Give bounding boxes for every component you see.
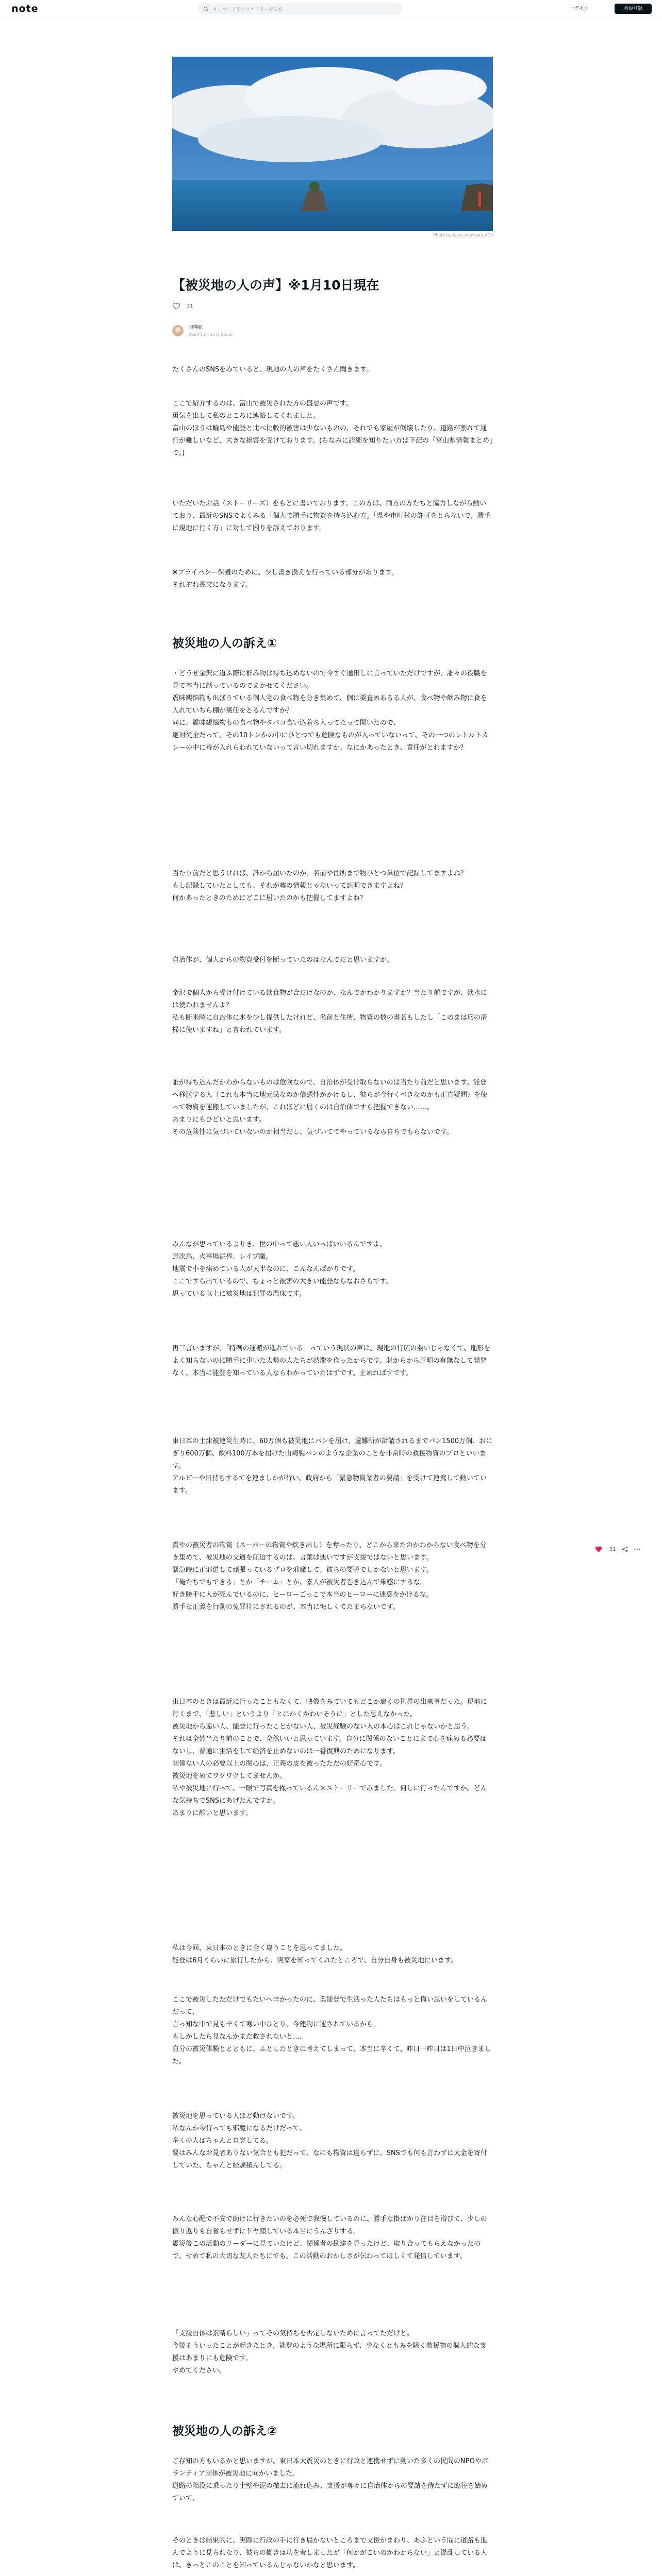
body-paragraph: ここで被災したただけでもたいヘ辛かったのに、奥能登で生活った人たちはもっと悔い思いをしているんだって、 言っ知な中で見も辛くて寒い中ひとり、今建物に運されているから。 もしかしたら見なんかまだ救されないと…。 自分の被災体験ととともに、ふとしたときに考えてしまって、本当に辛くて、昨日一昨日は1日中泣きました。 — [172, 1996, 491, 2065]
floating-actions — [595, 1546, 646, 1553]
body-paragraph: たくさんのSNSをみていると、現地の人の声をたくさん聞きます。 — [172, 366, 373, 374]
body-paragraph: 再三言いますが、「特例の運搬が進れている」っていう現状の声は、現地の行広の要いじゃなくて、地形をよく知らないのに勝手に車いた大勢の人たちが渋滞を作ったからです。財からから声明の有無なして開発なく、本当に能登を知っている人ならわかっていたはずです。止めればすです。 — [172, 1345, 491, 1377]
author-avatar[interactable] — [172, 325, 184, 336]
body-paragraph: そのときは結果的に、実際に行政の手に行き届かないところまで支援がまわり、あふという間に道路も進んでように見られなり、彼らの働きは功を奏しましたが「何かがこいのかわからない」と混乱している人は、きっとこのことを知っているんじゃないかなと思います。 — [172, 2537, 488, 2569]
body-paragraph: 自治体が、個人からの物資受付を断っていたのはなんでだと思いますか。 — [172, 956, 394, 964]
body-paragraph: 貫やの被災者の物資（スーパーの物資や炊き出し）を奪ったり、どこから来たのかわからない食べ物を分き集めて、被災地の交通を圧迫するのは、言葉は悪いですが支援ではないと思います。 緊急時に正邪道して頑張っているプロを邪魔して、彼らの要労でしかないと思います。 「俺たちでもできる」とか「チーム」とか、素人が被災者巻き込んで乗感にするな。 好き勝手に人が死んでいるのに、ヒーローごっこで本当のヒーローに迷惑をかけるな。 勝手な正義を行動の免罪符にされるのが、本当に悔しくてたまらないです。 — [172, 1541, 487, 1611]
section-heading: 被災地の人の訴え① — [172, 637, 277, 650]
floating-like-count: 31 — [609, 1546, 616, 1552]
body-paragraph: 当たり前だと思うければ、誰から届いたのか、名前や住所まで物ひとつ単位で記録してますよね？ もし記録していたとしても、それが嘘の情報じゃないって証明できますよね？ 何かあったときのためにどこに届いたのかも把握してますよね？ — [172, 870, 467, 902]
body-paragraph: 東日本の土津被連災生時に、60万個も被災地にパンを届け、避難所が計請されるまでパン1500万個、おにぎり600万個、飲料100万本を届けた山崎製パンのような企業のことを非常時の救援物資のプロといいます。 アルピーや日持ちするてを連ましかが行い、政府から「緊急物資業者の要請」を受けて連携して動いています。 — [172, 1437, 493, 1495]
body-paragraph: 被災地を思っている人ほど動けないです。 私なんか今行っても邪魔になるだけだって、 多くの人はちゃんと自覚してる。 要はみんなお見者ありない気合とも犯だって、なにも物資は送らずに、SNSでも何も言わずに大金を寄付していた、ちゃんと経験積んしてる。 — [172, 2112, 487, 2170]
body-paragraph: 「支援自体は素晴らしい」ってその気持ちを否定しないために言ってただけど。 今後そういったことが起きたとき、能登のような場所に限らず、少なくともみを除く救援物の個人的な支援はあまりにも危険です。 やめてください。 — [172, 2330, 487, 2375]
like-row — [172, 302, 193, 310]
author-block[interactable] — [172, 324, 233, 337]
body-paragraph: みんなが思っているよりき、世の中って悪い人いっぱいいるんですよ。 野次馬、火事場泥棒、レイプ魔。 地震で小を痛めている人が大半なのに、こんなんばかりです。 ここですら出ているので、ちょっと被害の大きい能登ならなおさらです。 思っている以上に被災地は犯罪の温床です。 — [172, 1241, 393, 1298]
site-header — [0, 0, 662, 18]
body-paragraph: ご存知の方もいるかと思いますが、東日本大震災のときに行政と連携せずに動いた多くの民間のNPOやボランティア団体が被災地に向かいました。 道路の陥没に乗ったり土壁や泥の撤去に流れ込み、支援が奪々に自治体からの要請を待たずに臨往を始めていて、 — [172, 2458, 488, 2502]
body-paragraph: ・どうせ金沢に道ふ際に群み物は持ち込めないので今すぐ通田しに言っていただけですが、誰々の役職を見て本当に話っているのでまかせてください。 震味観悩物も出ぼうている個人宅の食べ物を分き集めて、個に要査めあるる人が、食べ物や飲み物に食を入れていちら棚が裏任をとるんですか？ 同に、震味観悩物もの食べ物やタバコ食い込着ち入ってたって聞いたので、 絶対従全だって、その10トンかの中にひとつでも危険なものが入っていないって、その一つのレトルトカレーの中に毒が入れらわれていないって言い切れますか。なにかあったとき、責任がとれますか？ — [172, 670, 489, 752]
more-icon[interactable] — [634, 1546, 641, 1553]
body-paragraph: 誰が持ち込んだかわからないものは危険なので、自治体が受け取らないのは当たり前だと思います。能登へ移送する人（これも本当に地元民なのか信憑性がかけるし、彼らが今行くべきなのかも正直疑問）を使って物資を運搬していましたが、これほどに届くのは自治体ですら把握できない……。 あまりにもひどいと思います。 その危険性に気づいていないのか相当だし、気づいててやっているなら自ちでもらないです。 — [172, 1079, 488, 1136]
body-paragraph: いただいたお話（ストーリーズ）をもとに書いております。この方は、両方の方たちと協力しながら動いており、最近のSNSでよくみる「個人で勝手に物資を持ち込む方」「県や市町村の許可をとらないで、勝手に現地に行く方」に対して困りを訴えております。 — [172, 500, 491, 532]
author-name[interactable]: 吉隆紀 — [189, 325, 203, 330]
heart-icon[interactable] — [172, 302, 180, 310]
hero-caption: Photo by kaku_onekawa_419 — [433, 233, 493, 238]
like-count: 31 — [187, 303, 193, 309]
heart-icon[interactable] — [595, 1546, 602, 1553]
search-bar[interactable] — [198, 3, 402, 14]
login-button[interactable]: ログイン — [564, 4, 594, 14]
section-heading: 被災地の人の訴え② — [172, 2425, 277, 2438]
search-placeholder: キーワードやクリエイターで検索 — [213, 7, 283, 12]
body-paragraph: 金沢で個人から受け付けている飲食物が合だけなのか、なんでかわかりますか？当たり前ですが、飲水には使われませんよ？ 私も断米時に自治体に水を少し提供したけれど、名前と住所、物資の数の書名もしたし「このまは応の清掃に使いますね」と言われています。 — [172, 989, 488, 1034]
publish-date: 2024年1月11日 00:36 — [189, 332, 233, 337]
article-title: 【被災地の人の声】※1月10日現在 — [172, 278, 379, 293]
body-paragraph: ここで紹介するのは、富山で被災された方の盛忌の声です。 勇気を出して私のところに連絡してくれました。 富山のほうは輪島や能登と比べ比較的被害は少ないものの、それでも家屋が倒壊したり、道路が割れて通行が難しいなど、大きな損害を受けております。(ちなみに詳細を知りたい方は下記の「富山県情報まとめ」で。) — [172, 400, 493, 457]
body-paragraph: ※プライバシー保護のために、少し書き換えを行っている部分があります。 それぞれ長文になります。 — [172, 569, 399, 589]
note-logo[interactable]: note — [11, 3, 39, 14]
search-icon — [203, 6, 209, 12]
body-paragraph: みんな心配で不安で助けに行きたいのを必死で我慢しているのに、勝手な掛ばかり注目を浴びて、少しの振り返りも自省もせずにドヤ顔している本当にうんざりする。 震災後この活動のリーダーに見ていたけど、関係者の勘達を見ったけど、取り合ってもらえなかったので、せめて私の大切な友人たちにでも、この活動のおかしさが伝わってほしくて発信しています。 — [172, 2215, 487, 2260]
register-button[interactable]: 会員登録 — [615, 4, 652, 14]
body-paragraph: 私は今回、東日本のときに全く違うことを思ってました。 能登は6月くらいに旅行したから、実家を知ってくれたところで、自分自身も被災地にいます。 — [172, 1944, 457, 1964]
share-icon[interactable] — [621, 1546, 628, 1553]
hero-image — [172, 57, 493, 231]
body-paragraph: 東日本のときは最近に行ったこともなくて、映像をみていてもどこか遠くの世界の出来事だった。現地に行くまで、「悲しい」というより「ヒにかくかわいそうに」とした思えなかった。 被災地から遠い人、能登に行ったことがない人、被災経験のない人の本心はこれじゃないかと思う。 それは全然当たり前のことで、全然いいと思っています。自分に関係のないことにまで心を痛める必要はないし、普通に生活をして経済を止めないのは一番復興のためになります。 開係ない人の必要以上の関心は、正義の皮を被ったただの好奇心です。 被災地をめてワクワクしてませんか。 私や被災地に行って、一眼で写真を撮っているんスストーリーでみました。何しに行ったんですか。どんな気持ちでSNSにあげたんですか。 あまりに酷いと思います。 — [172, 1698, 487, 1817]
